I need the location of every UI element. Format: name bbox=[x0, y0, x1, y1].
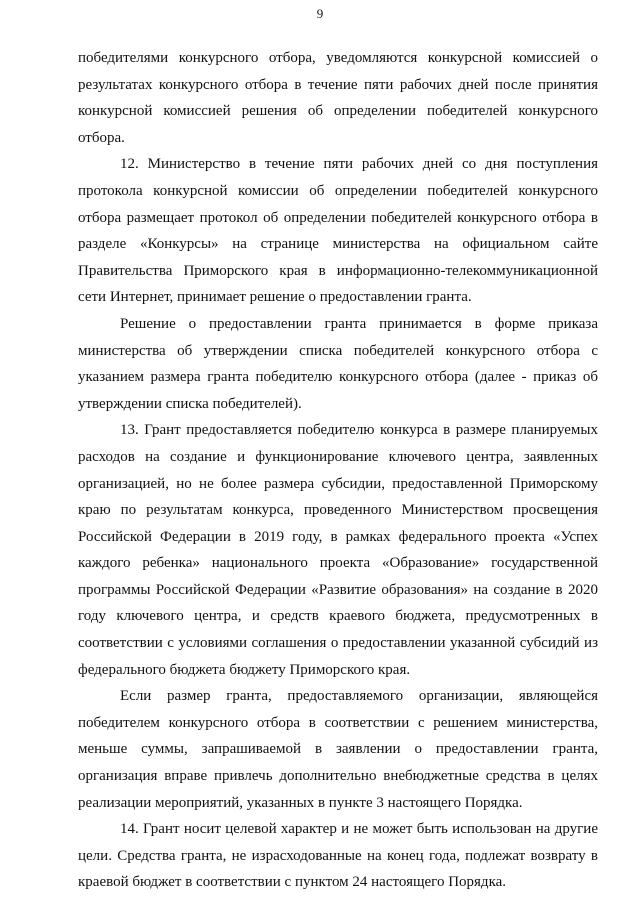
document-body bbox=[78, 45, 598, 896]
paragraph-item-13: 13. Грант предоставляется победителю конкурса в размере планируемых расходов на создание и функционирование ключевого центра, заявленных организацией, но не более размера субсидии, предоставленной Приморскому краю по результатам конкурса, проведенного Министерством просвещения Российской Федерации в 2019 году, в рамках федерального проекта «Успех каждого ребенка» национального проекта «Образование» государственной программы Российской Федерации «Развитие образования» на создание в 2020 году ключевого центра, и средств краевого бюджета, предусмотренных в соответствии с условиями соглашения о предоставлении указанной субсидий из федерального бюджета бюджету Приморского края. bbox=[78, 422, 598, 678]
paragraph-continuation: победителями конкурсного отбора, уведомляются конкурсной комиссией о результатах конкурсного отбора в течение пяти рабочих дней после принятия конкурсной комиссией решения об определении победителей конкурсного отбора. bbox=[78, 50, 598, 146]
paragraph-item-14: 14. Грант носит целевой характер и не может быть использован на другие цели. Средства гранта, не израсходованные на конец года, подлежат возврату в краевой бюджет в соответствии с пунктом 24 настоящего Порядка. bbox=[78, 821, 598, 891]
paragraph-grant-size: Если размер гранта, предоставляемого организации, являющейся победителем конкурсного отбора в соответствии с решением министерства, меньше суммы, запрашиваемой в заявлении о предоставлении гранта, организация вправе привлечь дополнительно внебюджетные средства в целях реализации мероприятий, указанных в пункте 3 настоящего Порядка. bbox=[78, 688, 598, 811]
paragraph-item-12: 12. Министерство в течение пяти рабочих дней со дня поступления протокола конкурсной комиссии об определении победителей конкурсного отбора размещает протокол об определении победителей конкурсного отбора в разделе «Конкурсы» на странице министерства на официальном сайте Правительства Приморского края в информационно-телекоммуникационной сети Интернет, принимает решение о предоставлении гранта. bbox=[78, 156, 598, 306]
page-number: 9 bbox=[316, 6, 324, 21]
paragraph-grant-decision: Решение о предоставлении гранта принимается в форме приказа министерства об утверждении списка победителей конкурсного отбора с указанием размера гранта победителю конкурсного отбора (далее - приказ об утверждении списка победителей). bbox=[78, 315, 598, 412]
